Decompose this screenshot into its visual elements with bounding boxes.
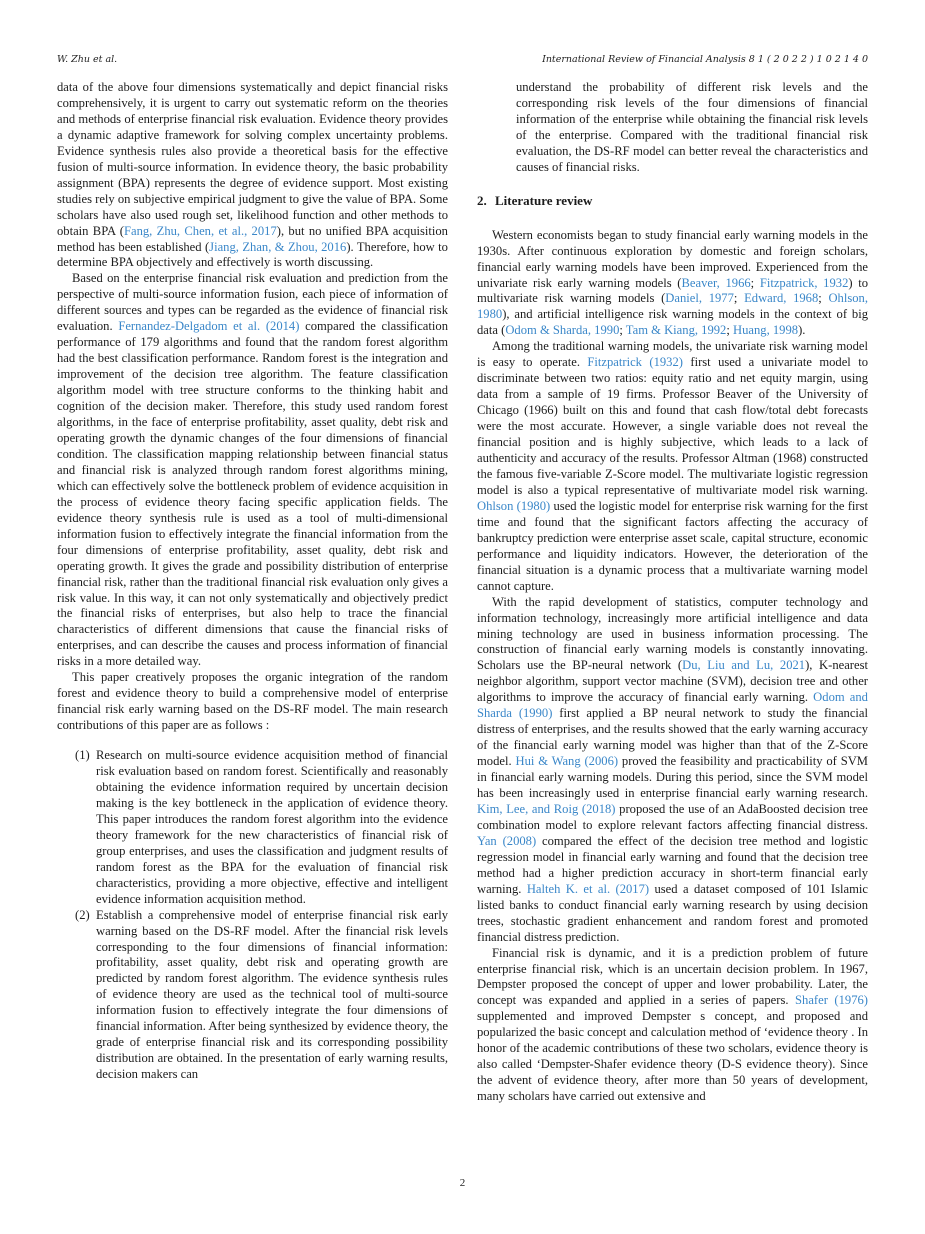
citation-link[interactable]: Shafer (1976) xyxy=(795,993,868,1008)
citation-link[interactable]: Huang, 1998 xyxy=(733,323,799,338)
list-item xyxy=(57,748,448,908)
citation-link[interactable]: Halteh K. et al. (2017) xyxy=(526,881,650,896)
citation-link[interactable]: Hui & Wang (2006) xyxy=(515,754,619,769)
contributions-list xyxy=(57,748,448,1083)
paragraph: Financial risk is dynamic, and it is a prediction problem of future enterprise financial risk, which is an uncertain decision problem. In 1967, Dempster proposed the concept of upper and lower probability. Later, the concept was expanded and applied in a series of papers. Shafer (1976) supplemented and improved Dempster s concept, and proposed and popularized the basic concept and calculation method of ‘evidence theory . In honor of the academic contributions of these two scholars, evidence theory is also called ‘Dempster-Shafer evidence theory (D-S evidence theory). Since the advent of evidence theory, after more than 50 years of development, many scholars have carried out extensive and xyxy=(477,945,868,1104)
citation-link[interactable]: Tam & Kiang, 1992 xyxy=(625,323,727,338)
citation-link[interactable]: Fitzpatrick (1932) xyxy=(587,355,683,370)
citation-link[interactable]: Ohlson, 1980 xyxy=(477,291,868,322)
page-number: 2 xyxy=(459,1177,466,1189)
running-header-journal: International Review of Financial Analysis 8 1 ( 2 0 2 2 ) 1 0 2 1 4 0 xyxy=(542,54,868,65)
citation-link[interactable]: Edward, 1968 xyxy=(744,291,819,306)
paragraph: Among the traditional warning models, the univariate risk warning model is easy to operate. Fitzpatrick (1932) first used a univariate model to discriminate between two ratios: equity ratio and net equity margin, using data from a sample of 19 firms. Professor Beaver of the University of Chicago (1966) built on this and found that cash flow/total debt forecasts were the most accurate. However, a single variable does not reveal the financial position and is highly subjective, which leads to a lack of authenticity and accuracy of the results. Professor Altman (1968) constructed the famous five-variable Z-Score model. The multivariate logistic regression model is also a typical representative of multivariate model risk warning. Ohlson (1980) used the logistic model for enterprise risk warning for the first time and found that the significant factors affecting the accuracy of bankruptcy prediction were enterprise asset scale, capital structure, economic performance and liquidity indicators. However, the deterioration of the financial situation is a dynamic process that a multivariate warning model cannot capture. xyxy=(477,339,869,593)
citation-link[interactable]: Daniel, 1977 xyxy=(665,291,734,306)
citation-link[interactable]: Fang, Zhu, Chen, et al., 2017 xyxy=(123,223,277,238)
list-item xyxy=(57,908,448,1083)
citation-link[interactable]: Jiang, Zhan, & Zhou, 2016 xyxy=(209,239,347,254)
citation-link[interactable]: Ohlson (1980) xyxy=(477,498,551,513)
paragraph: Based on the enterprise financial risk evaluation and prediction from the perspective of multi-source information fusion, each piece of information of different sources and types can be regarded as the evidence of financial risk evaluation. Fernandez-Delgadom et al. (2014) compared the classification performance of 179 algorithms and found that the random forest algorithm had the best classification performance. Random forest is the integration and improvement of the decision tree algorithm. The feature classification algorithm model with tree structure conforms to the thinking habit and cognition of the decision maker. Therefore, this study used random forest algorithms, in the face of enterprise profitability, asset quality, debt risk and operating growth the dynamic changes of the four dimensions of financial condition. The classification mapping relationship between financial status and financial risk is analyzed through random forest algorithms mining, which can effectively solve the bottleneck problem of evidence acquisition in the process of evidence theory facing specific application fields. The evidence theory synthesis rule is used as a tool of multi-dimensional information fusion to effectively integrate the financial information from the four dimensions of enterprise profitability, asset quality, debt risk and operating growth. It gives the grade and possibility distribution of enterprise financial risk, rather than the traditional financial risk evaluation only gives a risk value. In this way, it can not only systematically and objectively predict the financial risks of enterprises, but also help to trace the financial characteristics of different dimensions that cause the financial risks of enterprises, and can describe the causes and process information of financial risks in a more detailed way. xyxy=(57,271,448,669)
list-item-text: Establish a comprehensive model of enterprise financial risk early warning based on the DS-RF model. After the financial risk levels corresponding to the four dimensions of financial information: profitability, asset quality, debt risk and operating growth are predicted by random forest algorithm. The evidence synthesis rules of evidence theory are used as the technical tool of multi-source information fusion to effectively integrate the four dimensions of financial information. After being synthesized by evidence theory, the grade of enterprise financial risk and its corresponding possibility distribution are obtained. In the presentation of early warning results, decision makers can xyxy=(96,907,448,1082)
paragraph: Western economists began to study financial early warning models in the 1930s. After continuous exploration by domestic and foreign scholars, financial early warning models have been improved. Experienced from the univariate risk early warning models (Beaver, 1966; Fitzpatrick, 1932) to multivariate risk warning models (Daniel, 1977; Edward, 1968; Ohlson, 1980), and artificial intelligence risk warning models in the context of big data (Odom & Sharda, 1990; Tam & Kiang, 1992; Huang, 1998). xyxy=(477,227,869,338)
right-column xyxy=(477,80,868,1105)
list-item-number: (1) xyxy=(75,748,90,763)
citation-link[interactable]: Yan (2008) xyxy=(477,833,537,848)
citation-link[interactable]: Beaver, 1966 xyxy=(681,275,751,290)
citation-link[interactable]: Odom & Sharda, 1990 xyxy=(505,323,620,338)
paragraph: data of the above four dimensions systematically and depict financial risks comprehensively, it is urgent to carry out systematic reform on the theories and methods of enterprise financial risk evaluation. Evidence theory provides a dynamic adaptive framework for solving complex uncertainty problems. Evidence synthesis rules also provide a theoretical basis for the effective fusion of multi-source information. In evidence theory, the basic probability assignment (BPA) represents the degree of evidence support. Most existing studies rely on subjective empirical judgment to give the value of BPA. Some scholars have also used rough set, likelihood function and other methods to obtain BPA (Fang, Zhu, Chen, et al., 2017), but no unified BPA acquisition method has been established (Jiang, Zhan, & Zhou, 2016). Therefore, how to determine BPA objectively and effectively is worth discussing. xyxy=(57,80,448,270)
paragraph: With the rapid development of statistics, computer technology and information technology, increasingly more artificial intelligence and data mining technology are used in business information processing. The construction of financial early warning models is constantly innovating. Scholars use the BP-neural network (Du, Liu and Lu, 2021), K-nearest neighbor algorithm, support vector machine (SVM), decision tree and other algorithms to improve the accuracy of financial early warning. Odom and Sharda (1990) first applied a BP neural network to study the financial distress of enterprises, and the results showed that the early warning accuracy of the financial early warning model was higher than that of the Z-Score model. Hui & Wang (2006) proved the feasibility and practicability of SVM in financial early warning models. During this period, since the SVM model has been increasingly used in enterprise financial early warning research. Kim, Lee, and Roig (2018) proposed the use of an AdaBoosted decision tree combination model to explore relevant factors affecting financial distress. Yan (2008) compared the effect of the decision tree method and logistic regression model in financial early warning and found that the decision tree method had a higher prediction accuracy in short-term financial early warning. Halteh K. et al. (2017) used a dataset composed of 101 Islamic listed banks to conduct financial early warning research by using decision trees, stochastic gradient enhancement and random forest and promoted financial distress prediction. xyxy=(477,594,869,944)
section-number: 2. xyxy=(477,192,487,208)
citation-link[interactable]: Fitzpatrick, 1932 xyxy=(759,275,849,290)
citation-link[interactable]: Fernandez-Delgadom et al. (2014) xyxy=(118,319,300,334)
citation-link[interactable]: Odom and Sharda (1990) xyxy=(477,690,868,721)
left-column xyxy=(57,80,448,1083)
running-header-author: W. Zhu et al. xyxy=(57,54,118,65)
list-item-continuation: understand the probability of different risk levels and the corresponding risk levels of the four dimensions of financial information of the enterprise while obtaining the financial risk levels of the enterprise. Compared with the traditional financial risk evaluation, the DS-RF model can better reveal the characteristics and causes of financial risks. xyxy=(516,80,868,174)
list-item-text: Research on multi-source evidence acquisition method of financial risk evaluation based on random forest. Scientifically and reasonably obtaining the evidence information required by uncertain decision making is the key bottleneck in the application of evidence theory. This paper introduces the random forest algorithm into the evidence theory framework for the new characteristics of financial risk of group enterprises, and uses the classification and judgment results of random forest as the BPA for the evaluation of financial risk characteristics, providing a more objective, effective and intelligent evidence information acquisition method. xyxy=(96,748,448,906)
citation-link[interactable]: Du, Liu and Lu, 2021 xyxy=(682,658,806,673)
section-title: Literature review xyxy=(495,192,593,208)
citation-link[interactable]: Kim, Lee, and Roig (2018) xyxy=(477,801,616,816)
list-item-number: (2) xyxy=(75,907,90,922)
section-heading xyxy=(477,193,868,209)
paragraph: This paper creatively proposes the organic integration of the random forest and evidence theory to build a comprehensive model of enterprise financial risk early warning based on the DS-RF model. The main research contributions of this paper are as follows : xyxy=(57,670,448,733)
